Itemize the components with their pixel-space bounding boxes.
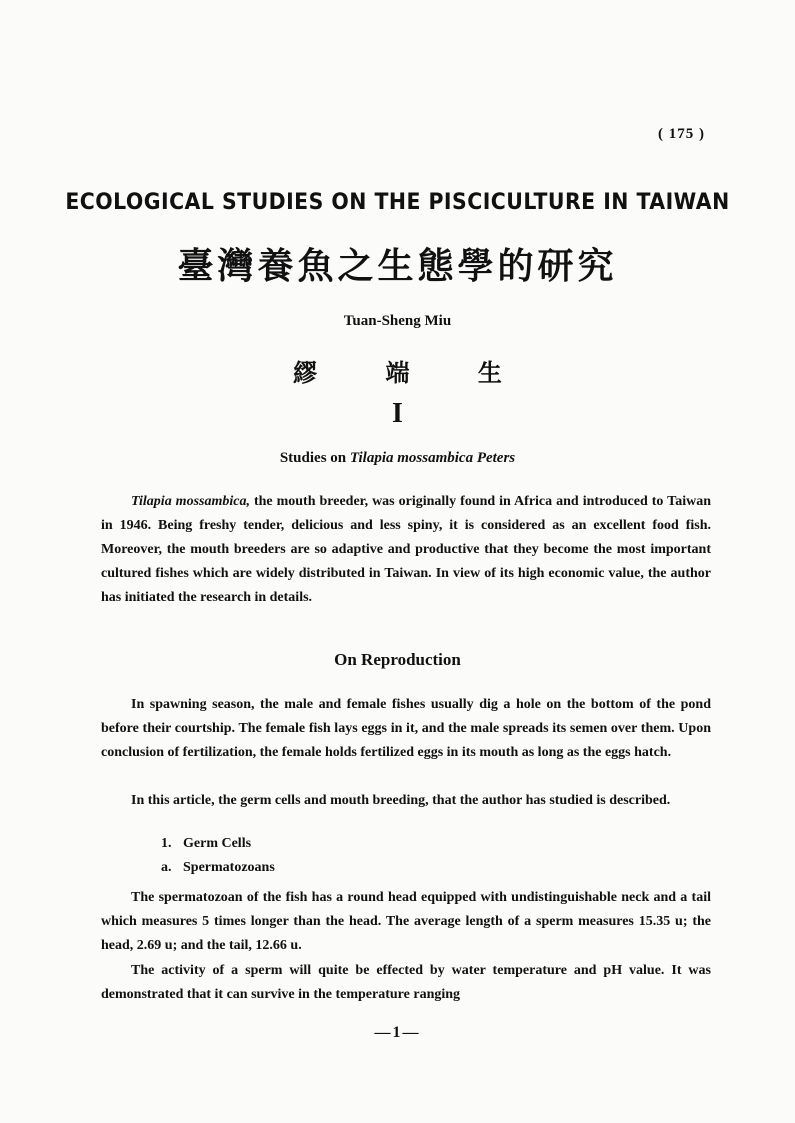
list-marker: 1.	[161, 836, 172, 851]
intro-text: the mouth breeder, was originally found in Africa and introduced to Taiwan in 1946. Being freshy tender, delicious and less spiny, it is considered as an excellent food fish. Moreover, the mouth breeders are so adaptive and productive that they become the most important cultured fishes which are widely distributed in Taiwan. In view of its high economic value, the author has initiated the research in details.	[101, 494, 711, 605]
page-footer-number: —1—	[374, 1024, 421, 1041]
heading-reproduction: On Reproduction	[334, 650, 461, 669]
list-label: Germ Cells	[183, 836, 252, 851]
list-item-germ-cells	[161, 836, 251, 852]
page-number: ( 175 )	[658, 126, 705, 142]
intro-species: Tilapia mossambica,	[131, 494, 250, 509]
section-subtitle-prefix: Studies on	[279, 450, 350, 466]
article-paragraph: In this article, the germ cells and mouth breeding, that the author has studied is described.	[131, 793, 671, 808]
section-subtitle	[0, 450, 795, 467]
list-label: Spermatozoans	[183, 860, 275, 875]
section-subtitle-species: Tilapia mossambica Peters	[349, 450, 516, 466]
spermatozoan-paragraph: The spermatozoan of the fish has a round head equipped with undistinguishable neck and a tail which measures 5 times longer than the head. The average length of a sperm measures 15.35 u; the head, 2.69 u; and the tail, 12.66 u.	[101, 890, 711, 953]
title-english: ECOLOGICAL STUDIES ON THE PISCICULTURE IN TAIWAN	[65, 190, 730, 215]
spawning-paragraph: In spawning season, the male and female fishes usually dig a hole on the bottom of the pond before their courtship. The female fish lays eggs in it, and the male spreads its semen over them. Upon conclusion of fertilization, the female holds fertilized eggs in its mouth as long as the eggs hatch.	[101, 697, 711, 760]
section-numeral: I	[392, 398, 403, 429]
activity-paragraph: The activity of a sperm will quite be effected by water temperature and pH value. It was demonstrated that it can survive in the temperature ranging	[101, 963, 711, 1002]
author-english: Tuan-Sheng Miu	[343, 313, 452, 329]
author-chinese: 繆 端 生	[293, 359, 532, 387]
intro-paragraph	[101, 490, 711, 610]
list-item-spermatozoans	[161, 860, 275, 876]
list-marker: a.	[161, 860, 172, 875]
title-chinese: 臺灣養魚之生態學的研究	[177, 246, 618, 287]
